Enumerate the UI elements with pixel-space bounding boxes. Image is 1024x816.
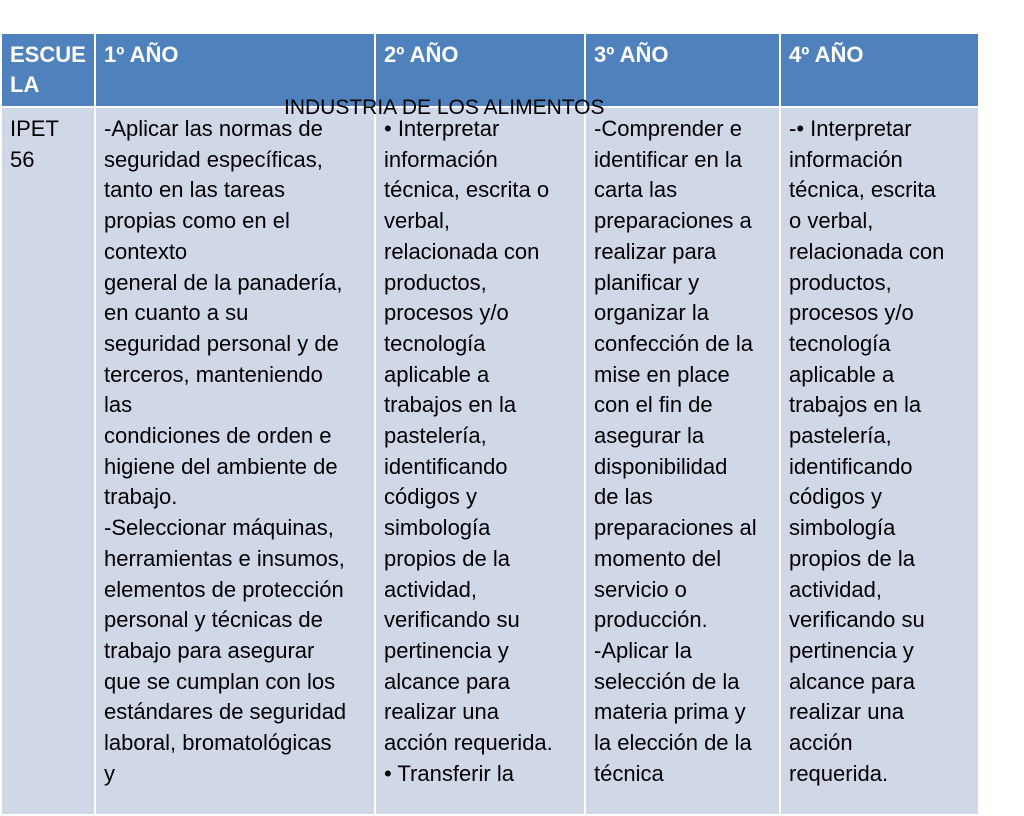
table-row <box>2 108 978 814</box>
cell-year-4: -• Interpretar información técnica, escrita o verbal, relacionada con productos, procesos y/o tecnología aplicable a trabajos en la pastelería, identificando códigos y simbología propios de la actividad, verificando su pertinencia y alcance para realizar una acción requerida. <box>781 108 978 814</box>
header-year-1: 1º AÑO <box>96 34 374 106</box>
cell-year-3: -Comprender e identificar en la carta las preparaciones a realizar para planificar y organizar la confección de la mise en place con el fin de asegurar la disponibilidad de las preparaciones al momento del servicio o producción. -Aplicar la selección de la materia prima y la elección de la técnica <box>586 108 779 814</box>
header-escuela: ESCUE LA <box>2 34 94 106</box>
header-year-2: 2º AÑO <box>376 34 584 106</box>
cell-escuela: IPET 56 <box>2 108 94 814</box>
header-year-3: 3º AÑO <box>586 34 779 106</box>
slide-title: INDUSTRIA DE LOS ALIMENTOS <box>284 96 605 119</box>
cell-year-1: -Aplicar las normas de seguridad específicas, tanto en las tareas propias como en el contexto general de la panadería, en cuanto a su seguridad personal y de terceros, manteniendo las condiciones de orden e higiene del ambiente de trabajo. -Seleccionar máquinas, herramientas e insumos, elementos de protección personal y técnicas de trabajo para asegurar que se cumplan con los estándares de seguridad laboral, bromatológicas y <box>96 108 374 814</box>
header-year-4: 4º AÑO <box>781 34 978 106</box>
cell-year-2: • Interpretar información técnica, escrita o verbal, relacionada con productos, procesos y/o tecnología aplicable a trabajos en la pastelería, identificando códigos y simbología propios de la actividad, verificando su pertinencia y alcance para realizar una acción requerida. • Transferir la <box>376 108 584 814</box>
curriculum-table <box>0 32 980 816</box>
